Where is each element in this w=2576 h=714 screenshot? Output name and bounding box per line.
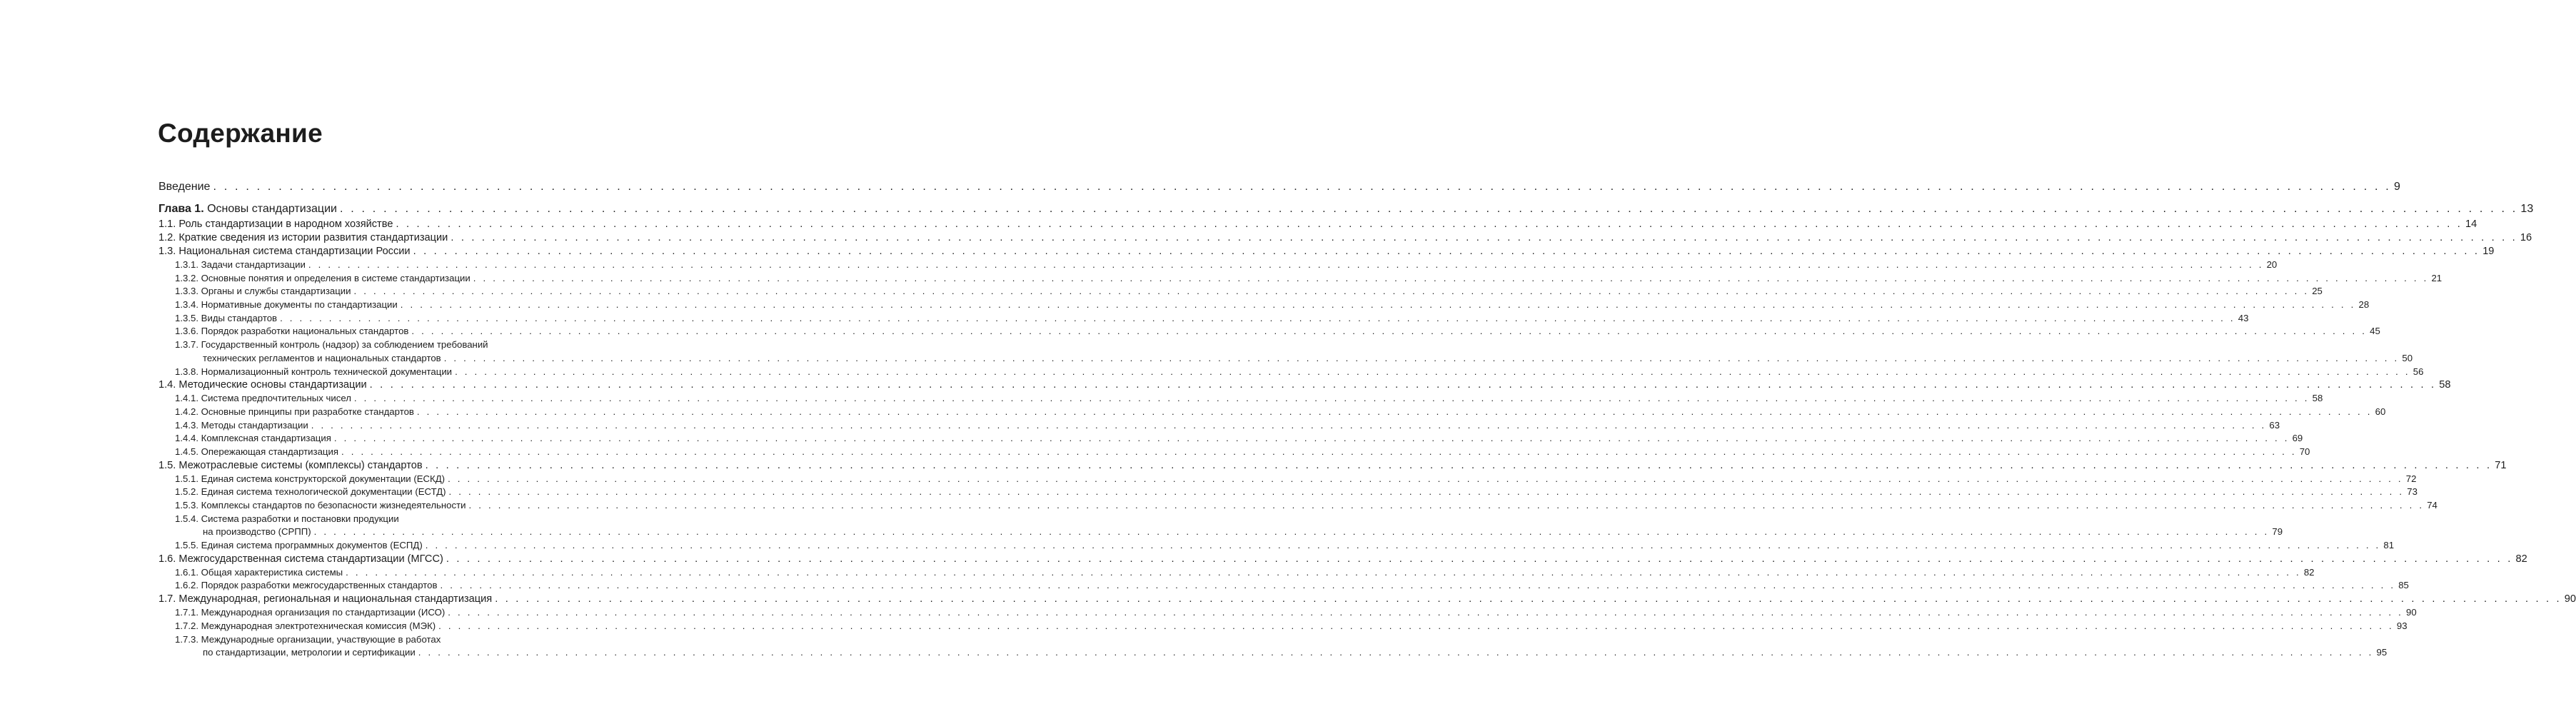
toc-page-number: 82 [2515,553,2527,565]
dot-leader: . . . . . . . . . . . . . . . . . . . . . . . . . . . . . . . . . . . . . . . . . . . . . . . . . . . . . . . . . . . . . . . . . . . . . . . . . . . . . . . . . . . . . . . . . . . . . . . . . . . . . . . . . . . . . . . . . . . . . . . . . . . . . . . . . . . . . . . . . . . . . . . . . . . . . . . . . . . . . . . . . . . . . . . . . . . . . . . . . . . . . . . . . . . . . . . . . . . . . . . . [455,366,2410,377]
toc-entry-text: 1.4.5. Опережающая стандартизация [175,446,338,457]
toc-entry[interactable] [159,419,2280,433]
table-of-contents [159,181,2576,660]
toc-entry-title [175,567,343,578]
toc-entry-title [175,393,351,403]
dot-leader: . . . . . . . . . . . . . . . . . . . . . . . . . . . . . . . . . . . . . . . . . . . . . . . . . . . . . . . . . . . . . . . . . . . . . . . . . . . . . . . . . . . . . . . . . . . . . . . . . . . . . . . . . . . . . . . . . . . . . . . . . . . . . . . . . . . . . . . . . . . . . . . . . . . . . . . . . . . . . . . . . . . . . . . . . . . . . . . . . . . . . . . . . . . . . . . . . . . . . . . . [411,326,2368,337]
toc-entry-text: Основы стандартизации [207,203,337,215]
dot-leader: . . . . . . . . . . . . . . . . . . . . . . . . . . . . . . . . . . . . . . . . . . . . . . . . . . . . . . . . . . . . . . . . . . . . . . . . . . . . . . . . . . . . . . . . . . . . . . . . . . . . . . . . . . . . . . . . . . . . . . . . . . . . . . . . . . . . . . . . . . . . . . . . . . . . . . . . . . . . . . . . . . . . . . . . . . . . . . . . . . . . . . . . . . . . . . . . . . . . . . . . [425,540,2381,551]
dot-leader: . . . . . . . . . . . . . . . . . . . . . . . . . . . . . . . . . . . . . . . . . . . . . . . . . . . . . . . . . . . . . . . . . . . . . . . . . . . . . . . . . . . . . . . . . . . . . . . . . . . . . . . . . . . . . . . . . . . . . . . . . . . . . . . . . . . . . . . . . . . . . . . . . . . . . . . . . . . . . . . . . . . . . . . . . . . . . . . . . . . . . . . . . . . . . . . . . . . . . . . . [451,232,2517,243]
toc-entry-text: 1.7.1. Международная организация по стандартизации (ИСО) [175,607,446,618]
toc-entry-text: технических регламентов и национальных стандартов [203,352,441,363]
toc-entry-line[interactable] [159,513,558,527]
dot-leader: . . . . . . . . . . . . . . . . . . . . . . . . . . . . . . . . . . . . . . . . . . . . . . . . . . . . . . . . . . . . . . . . . . . . . . . . . . . . . . . . . . . . . . . . . . . . . . . . . . . . . . . . . . . . . . . . . . . . . . . . . . . . . . . . . . . . . . . . . . . . . . . . . . . . . . . . . . . . . . . . . . . . . . . . . . . . . . . . . . . . . . . . . . . . . . . . . . . . . . . . [308,259,2264,270]
toc-entry[interactable] [159,620,2408,634]
toc-page-number: 56 [2413,366,2424,377]
toc-entry-title [203,353,441,363]
dot-leader: . . . . . . . . . . . . . . . . . . . . . . . . . . . . . . . . . . . . . . . . . . . . . . . . . . . . . . . . . . . . . . . . . . . . . . . . . . . . . . . . . . . . . . . . . . . . . . . . . . . . . . . . . . . . . . . . . . . . . . . . . . . . . . . . . . . . . . . . . . . . . . . . . . . . . . . . . . . . . . . . . . . . . . . . . . . . . . . . . . . . . . . . . . . . . . . . . . . . . . . . [448,607,2403,618]
toc-page-number: 74 [2427,500,2437,511]
toc-entry[interactable] [159,299,2370,313]
toc-entry[interactable] [159,232,2532,246]
chapter-label: Глава 1. [159,203,204,215]
dot-leader: . . . . . . . . . . . . . . . . . . . . . . . . . . . . . . . . . . . . . . . . . . . . . . . . . . . . . . . . . . . . . . . . . . . . . . . . . . . . . . . . . . . . . . . . . . . . . . . . . . . . . . . . . . . . . . . . . . . . . . . . . . . . . . . . . . . . . . . . . . . . . . . . . . . . . . . . . . . . . . . . . . . . . . . . . . . . . . . . . . . . . . . . . . . . . . . . . . . . . . . . [346,566,2301,578]
page-title: Содержание [158,119,323,148]
toc-entry-text: 1.2. Краткие сведения из истории развития стандартизации [159,232,448,243]
dot-leader: . . . . . . . . . . . . . . . . . . . . . . . . . . . . . . . . . . . . . . . . . . . . . . . . . . . . . . . . . . . . . . . . . . . . . . . . . . . . . . . . . . . . . . . . . . . . . . . . . . . . . . . . . . . . . . . . . . . . . . . . . . . . . . . . . . . . . . . . . . . . . . . . . . . . . . . . . . . . . . . . . . . . . . . . . . . . . . . . . . . . . . . . . . . . . . . . . . . . . . . . [213,181,2391,193]
toc-entry[interactable] [159,566,2315,580]
toc-entry-title [159,379,367,391]
toc-entry[interactable] [159,246,2495,259]
toc-entry-title [159,181,210,193]
toc-entry[interactable] [159,218,2477,232]
dot-leader: . . . . . . . . . . . . . . . . . . . . . . . . . . . . . . . . . . . . . . . . . . . . . . . . . . . . . . . . . . . . . . . . . . . . . . . . . . . . . . . . . . . . . . . . . . . . . . . . . . . . . . . . . . . . . . . . . . . . . . . . . . . . . . . . . . . . . . . . . . . . . . . . . . . . . . . . . . . . . . . . . . . . . . . . . . . . . . . . . . . . . . . . . . . . . . . . . . . . . . . . [413,246,2480,257]
dot-leader: . . . . . . . . . . . . . . . . . . . . . . . . . . . . . . . . . . . . . . . . . . . . . . . . . . . . . . . . . . . . . . . . . . . . . . . . . . . . . . . . . . . . . . . . . . . . . . . . . . . . . . . . . . . . . . . . . . . . . . . . . . . . . . . . . . . . . . . . . . . . . . . . . . . . . . . . . . . . . . . . . . . . . . . . . . . . . . . . . . . . . . . . . . . . . . . . . . . . . . . . [443,352,2400,363]
toc-entry-title [175,273,471,283]
toc-entry-title [159,246,411,257]
toc-entry-title [175,326,408,336]
dot-leader: . . . . . . . . . . . . . . . . . . . . . . . . . . . . . . . . . . . . . . . . . . . . . . . . . . . . . . . . . . . . . . . . . . . . . . . . . . . . . . . . . . . . . . . . . . . . . . . . . . . . . . . . . . . . . . . . . . . . . . . . . . . . . . . . . . . . . . . . . . . . . . . . . . . . . . . . . . . . . . . . . . . . . . . . . . . . . . . . . . . . . . . . . . . . . . . . . . . . . . . . [311,419,2267,431]
toc-page-number: 50 [2402,352,2413,363]
toc-entry[interactable] [159,526,2283,540]
toc-entry-title: 1.5.4. Система разработки и постановки продукции [175,513,399,524]
toc-entry-title [175,366,452,377]
toc-entry[interactable] [159,203,2534,217]
toc-entry-text: 1.3. Национальная система стандартизации России [159,246,411,257]
toc-entry[interactable] [159,446,2310,460]
toc-entry-text: 1.6. Межгосударственная система стандартизации (МГСС) [159,553,443,565]
toc-entry[interactable] [159,352,2413,366]
toc-entry-title [175,420,308,431]
toc-entry[interactable] [159,459,2507,473]
toc-entry-text: 1.4.3. Методы стандартизации [175,419,308,431]
toc-page-number: 72 [2405,473,2417,484]
toc-entry-title [203,526,311,537]
toc-page-number: 21 [2431,272,2442,283]
dot-leader: . . . . . . . . . . . . . . . . . . . . . . . . . . . . . . . . . . . . . . . . . . . . . . . . . . . . . . . . . . . . . . . . . . . . . . . . . . . . . . . . . . . . . . . . . . . . . . . . . . . . . . . . . . . . . . . . . . . . . . . . . . . . . . . . . . . . . . . . . . . . . . . . . . . . . . . . . . . . . . . . . . . . . . . . . . . . . . . . . . . . . . . . . . . . . . . . . . . . . . . . [495,593,2562,605]
toc-entry[interactable] [159,433,2303,446]
toc-page-number: 43 [2238,312,2249,323]
toc-entry-title [175,473,445,484]
toc-entry-text: 1.4.4. Комплексная стандартизация [175,433,331,444]
toc-entry-text: 1.3.3. Органы и службы стандартизации [175,286,351,297]
toc-entry-text: 1.3.5. Виды стандартов [175,312,278,323]
toc-page-number: 90 [2406,607,2417,618]
dot-leader: . . . . . . . . . . . . . . . . . . . . . . . . . . . . . . . . . . . . . . . . . . . . . . . . . . . . . . . . . . . . . . . . . . . . . . . . . . . . . . . . . . . . . . . . . . . . . . . . . . . . . . . . . . . . . . . . . . . . . . . . . . . . . . . . . . . . . . . . . . . . . . . . . . . . . . . . . . . . . . . . . . . . . . . . . . . . . . . . . . . . . . . . . . . . . . . . . . . . . . . . [400,299,2356,311]
toc-entry-title [159,232,448,243]
dot-leader: . . . . . . . . . . . . . . . . . . . . . . . . . . . . . . . . . . . . . . . . . . . . . . . . . . . . . . . . . . . . . . . . . . . . . . . . . . . . . . . . . . . . . . . . . . . . . . . . . . . . . . . . . . . . . . . . . . . . . . . . . . . . . . . . . . . . . . . . . . . . . . . . . . . . . . . . . . . . . . . . . . . . . . . . . . . . . . . . . . . . . . . . . . . . . . . . . . . . . . . . [353,393,2310,404]
toc-page-number: 60 [2375,406,2386,417]
toc-entry-title [159,593,492,605]
toc-entry-title [175,580,438,590]
toc-page-number: 70 [2299,446,2310,457]
toc-entry-title [159,460,423,471]
toc-entry-text: 1.1. Роль стандартизации в народном хозяйстве [159,218,393,230]
toc-page-number: 9 [2393,181,2400,193]
toc-entry-title [159,203,337,216]
toc-page-number: 73 [2407,486,2417,498]
toc-entry-title [175,607,445,618]
toc-entry[interactable] [159,540,2395,553]
toc-entry[interactable] [159,473,2417,487]
toc-entry-title [175,620,436,631]
toc-entry-title [175,433,331,443]
toc-page-number: 85 [2398,580,2409,591]
toc-entry[interactable] [159,553,2527,567]
toc-entry[interactable] [159,406,2386,420]
toc-entry[interactable] [159,181,2400,195]
dot-leader: . . . . . . . . . . . . . . . . . . . . . . . . . . . . . . . . . . . . . . . . . . . . . . . . . . . . . . . . . . . . . . . . . . . . . . . . . . . . . . . . . . . . . . . . . . . . . . . . . . . . . . . . . . . . . . . . . . . . . . . . . . . . . . . . . . . . . . . . . . . . . . . . . . . . . . . . . . . . . . . . . . . . . . . . . . . . . . . . . . . . . . . . . . . . . . . . . . . . . . . . [473,272,2429,283]
toc-entry-title [175,259,306,270]
toc-entry-text: 1.3.6. Порядок разработки национальных стандартов [175,326,409,337]
dot-leader: . . . . . . . . . . . . . . . . . . . . . . . . . . . . . . . . . . . . . . . . . . . . . . . . . . . . . . . . . . . . . . . . . . . . . . . . . . . . . . . . . . . . . . . . . . . . . . . . . . . . . . . . . . . . . . . . . . . . . . . . . . . . . . . . . . . . . . . . . . . . . . . . . . . . . . . . . . . . . . . . . . . . . . . . . . . . . . . . . . . . . . . . . . . . . . . . . . . . . . . . [468,500,2425,511]
toc-page-number: 79 [2272,526,2283,538]
toc-entry-text: Введение [159,181,211,193]
toc-entry[interactable] [159,366,2424,380]
toc-page-number: 13 [2520,203,2534,215]
toc-entry-title [175,299,398,310]
toc-entry-title: 1.7.3. Международные организации, участвующие в работах [175,633,441,645]
dot-leader: . . . . . . . . . . . . . . . . . . . . . . . . . . . . . . . . . . . . . . . . . . . . . . . . . . . . . . . . . . . . . . . . . . . . . . . . . . . . . . . . . . . . . . . . . . . . . . . . . . . . . . . . . . . . . . . . . . . . . . . . . . . . . . . . . . . . . . . . . . . . . . . . . . . . . . . . . . . . . . . . . . . . . . . . . . . . . . . . . . . . . . . . . . . . . . . . . . . . . . . . [446,553,2513,565]
toc-entry[interactable] [159,379,2451,393]
toc-entry-title [203,647,416,658]
toc-page-number: 69 [2292,433,2303,444]
toc-entry-text: 1.3.8. Нормализационный контроль технической документации [175,366,453,377]
toc-entry-text: 1.4.2. Основные принципы при разработке стандартов [175,406,414,417]
toc-entry-text: 1.4. Методические основы стандартизации [159,379,367,391]
toc-entry[interactable] [159,500,2437,513]
toc-page-number: 28 [2358,299,2370,311]
dot-leader: . . . . . . . . . . . . . . . . . . . . . . . . . . . . . . . . . . . . . . . . . . . . . . . . . . . . . . . . . . . . . . . . . . . . . . . . . . . . . . . . . . . . . . . . . . . . . . . . . . . . . . . . . . . . . . . . . . . . . . . . . . . . . . . . . . . . . . . . . . . . . . . . . . . . . . . . . . . . . . . . . . . . . . . . . . . . . . . . . . . . . . . . . . . . . . . . . . . . . . . . [418,647,2374,658]
dot-leader: . . . . . . . . . . . . . . . . . . . . . . . . . . . . . . . . . . . . . . . . . . . . . . . . . . . . . . . . . . . . . . . . . . . . . . . . . . . . . . . . . . . . . . . . . . . . . . . . . . . . . . . . . . . . . . . . . . . . . . . . . . . . . . . . . . . . . . . . . . . . . . . . . . . . . . . . . . . . . . . . . . . . . . . . . . . . . . . . . . . . . . . . . . . . . . . . . . . . . . . . [396,218,2463,230]
toc-entry-title [175,486,446,497]
toc-entry-text: 1.5.5. Единая система программных документов (ЕСПД) [175,540,423,551]
toc-entry-text: 1.6.1. Общая характеристика системы [175,566,343,578]
toc-entry-text: 1.5.2. Единая система технологической документации (ЕСТД) [175,486,446,498]
toc-page-number: 95 [2376,647,2388,658]
toc-entry-text: по стандартизации, метрологии и сертификации [203,647,416,658]
dot-leader: . . . . . . . . . . . . . . . . . . . . . . . . . . . . . . . . . . . . . . . . . . . . . . . . . . . . . . . . . . . . . . . . . . . . . . . . . . . . . . . . . . . . . . . . . . . . . . . . . . . . . . . . . . . . . . . . . . . . . . . . . . . . . . . . . . . . . . . . . . . . . . . . . . . . . . . . . . . . . . . . . . . . . . . . . . . . . . . . . . . . . . . . . . . . . . . . . . . . . . . . [313,526,2270,538]
toc-page-number: 63 [2269,419,2280,431]
toc-page-number: 25 [2312,286,2323,297]
toc-entry-text: 1.5.3. Комплексы стандартов по безопасности жизнедеятельности [175,500,466,511]
dot-leader: . . . . . . . . . . . . . . . . . . . . . . . . . . . . . . . . . . . . . . . . . . . . . . . . . . . . . . . . . . . . . . . . . . . . . . . . . . . . . . . . . . . . . . . . . . . . . . . . . . . . . . . . . . . . . . . . . . . . . . . . . . . . . . . . . . . . . . . . . . . . . . . . . . . . . . . . . . . . . . . . . . . . . . . . . . . . . . . . . . . . . . . . . . . . . . . . . . . . . . . . [438,620,2394,631]
toc-entry[interactable] [159,326,2380,339]
toc-entry-title [175,540,423,550]
toc-entry-text: 1.5.1. Единая система конструкторской документации (ЕСКД) [175,473,446,484]
toc-page-number: 82 [2303,566,2315,578]
toc-entry-title [175,446,338,457]
dot-leader: . . . . . . . . . . . . . . . . . . . . . . . . . . . . . . . . . . . . . . . . . . . . . . . . . . . . . . . . . . . . . . . . . . . . . . . . . . . . . . . . . . . . . . . . . . . . . . . . . . . . . . . . . . . . . . . . . . . . . . . . . . . . . . . . . . . . . . . . . . . . . . . . . . . . . . . . . . . . . . . . . . . . . . . . . . . . . . . . . . . . . . . . . . . . . . . . . . . . . . . . [333,433,2290,444]
toc-entry-text: 1.3.1. Задачи стандартизации [175,259,306,270]
toc-entry-title [175,500,466,511]
toc-entry[interactable] [159,607,2417,620]
toc-entry-title [159,553,443,565]
toc-entry-title [159,218,393,230]
toc-entry-title [175,406,414,417]
dot-leader: . . . . . . . . . . . . . . . . . . . . . . . . . . . . . . . . . . . . . . . . . . . . . . . . . . . . . . . . . . . . . . . . . . . . . . . . . . . . . . . . . . . . . . . . . . . . . . . . . . . . . . . . . . . . . . . . . . . . . . . . . . . . . . . . . . . . . . . . . . . . . . . . . . . . . . . . . . . . . . . . . . . . . . . . . . . . . . . . . . . . . . . . . . . . . . . . . . . . . . . . [341,446,2297,457]
toc-entry-line[interactable] [159,634,558,648]
toc-entry[interactable] [159,312,2249,326]
toc-entry-text: 1.7.2. Международная электротехническая комиссия (МЭК) [175,620,436,631]
toc-entry-text: на производство (СРПП) [203,526,311,538]
dot-leader: . . . . . . . . . . . . . . . . . . . . . . . . . . . . . . . . . . . . . . . . . . . . . . . . . . . . . . . . . . . . . . . . . . . . . . . . . . . . . . . . . . . . . . . . . . . . . . . . . . . . . . . . . . . . . . . . . . . . . . . . . . . . . . . . . . . . . . . . . . . . . . . . . . . . . . . . . . . . . . . . . . . . . . . . . . . . . . . . . . . . . . . . . . . . . . . . . . . . . . . . [425,459,2492,471]
toc-entry[interactable] [159,647,2388,660]
toc-entry-title: 1.3.7. Государственный контроль (надзор) за соблюдением требований [175,339,488,351]
toc-entry[interactable] [159,580,2409,593]
toc-entry[interactable] [159,272,2442,286]
toc-entry[interactable] [159,393,2323,406]
dot-leader: . . . . . . . . . . . . . . . . . . . . . . . . . . . . . . . . . . . . . . . . . . . . . . . . . . . . . . . . . . . . . . . . . . . . . . . . . . . . . . . . . . . . . . . . . . . . . . . . . . . . . . . . . . . . . . . . . . . . . . . . . . . . . . . . . . . . . . . . . . . . . . . . . . . . . . . . . . . . . . . . . . . . . . . . . . . . . . . . . . . . . . . . . . . . . . . . . . . . . . . . [353,286,2310,297]
toc-entry-title [175,286,351,296]
dot-leader: . . . . . . . . . . . . . . . . . . . . . . . . . . . . . . . . . . . . . . . . . . . . . . . . . . . . . . . . . . . . . . . . . . . . . . . . . . . . . . . . . . . . . . . . . . . . . . . . . . . . . . . . . . . . . . . . . . . . . . . . . . . . . . . . . . . . . . . . . . . . . . . . . . . . . . . . . . . . . . . . . . . . . . . . . . . . . . . . . . . . . . . . . . . . . . . . . . . . . . . . [280,312,2235,323]
toc-page-number: 93 [2396,620,2408,631]
dot-leader: . . . . . . . . . . . . . . . . . . . . . . . . . . . . . . . . . . . . . . . . . . . . . . . . . . . . . . . . . . . . . . . . . . . . . . . . . . . . . . . . . . . . . . . . . . . . . . . . . . . . . . . . . . . . . . . . . . . . . . . . . . . . . . . . . . . . . . . . . . . . . . . . . . . . . . . . . . . . . . . . . . . . . . . . . . . . . . . . . . . . . . . . . . . . . . . . . . . . . . . . [369,379,2437,391]
toc-page-number: 16 [2520,232,2532,243]
toc-entry-text: 1.3.4. Нормативные документы по стандартизации [175,299,398,311]
toc-entry[interactable] [159,486,2417,500]
toc-entry[interactable] [159,593,2576,607]
toc-entry-text: 1.3.2. Основные понятия и определения в системе стандартизации [175,272,471,283]
dot-leader: . . . . . . . . . . . . . . . . . . . . . . . . . . . . . . . . . . . . . . . . . . . . . . . . . . . . . . . . . . . . . . . . . . . . . . . . . . . . . . . . . . . . . . . . . . . . . . . . . . . . . . . . . . . . . . . . . . . . . . . . . . . . . . . . . . . . . . . . . . . . . . . . . . . . . . . . . . . . . . . . . . . . . . . . . . . . . . . . . . . . . . . . . . . . . . . . . . . . . . . . [448,473,2403,484]
toc-entry[interactable] [159,286,2323,299]
toc-page-number: 20 [2266,259,2278,270]
dot-leader: . . . . . . . . . . . . . . . . . . . . . . . . . . . . . . . . . . . . . . . . . . . . . . . . . . . . . . . . . . . . . . . . . . . . . . . . . . . . . . . . . . . . . . . . . . . . . . . . . . . . . . . . . . . . . . . . . . . . . . . . . . . . . . . . . . . . . . . . . . . . . . . . . . . . . . . . . . . . . . . . . . . . . . . . . . . . . . . . . . . . . . . . . . . . . . . . . . . . . . . . [448,486,2405,498]
toc-entry[interactable] [159,259,2278,273]
toc-page-number: 90 [2564,593,2576,605]
toc-page-number: 45 [2370,326,2380,337]
toc-page-number: 58 [2439,379,2451,391]
dot-leader: . . . . . . . . . . . . . . . . . . . . . . . . . . . . . . . . . . . . . . . . . . . . . . . . . . . . . . . . . . . . . . . . . . . . . . . . . . . . . . . . . . . . . . . . . . . . . . . . . . . . . . . . . . . . . . . . . . . . . . . . . . . . . . . . . . . . . . . . . . . . . . . . . . . . . . . . . . . . . . . . . . . . . . . . . . . . . . . . . . . . . . . . . . . . . . . . . . . . . . . . [416,406,2373,417]
toc-entry-text: 1.5. Межотраслевые системы (комплексы) стандартов [159,459,423,471]
toc-entry-title [175,313,277,323]
toc-page-number: 14 [2465,218,2477,230]
toc-page-number: 19 [2482,246,2495,257]
toc-page-number: 71 [2495,459,2507,471]
toc-page-number: 58 [2312,393,2323,404]
toc-entry-text: 1.6.2. Порядок разработки межгосударственных стандартов [175,580,438,591]
dot-leader: . . . . . . . . . . . . . . . . . . . . . . . . . . . . . . . . . . . . . . . . . . . . . . . . . . . . . . . . . . . . . . . . . . . . . . . . . . . . . . . . . . . . . . . . . . . . . . . . . . . . . . . . . . . . . . . . . . . . . . . . . . . . . . . . . . . . . . . . . . . . . . . . . . . . . . . . . . . . . . . . . . . . . . . . . . . . . . . . . . . . . . . . . . . . . . . . . . . . . . . . [339,203,2518,215]
toc-page-number: 81 [2383,540,2395,551]
toc-entry-text: 1.7. Международная, региональная и национальная стандартизация [159,593,493,605]
dot-leader: . . . . . . . . . . . . . . . . . . . . . . . . . . . . . . . . . . . . . . . . . . . . . . . . . . . . . . . . . . . . . . . . . . . . . . . . . . . . . . . . . . . . . . . . . . . . . . . . . . . . . . . . . . . . . . . . . . . . . . . . . . . . . . . . . . . . . . . . . . . . . . . . . . . . . . . . . . . . . . . . . . . . . . . . . . . . . . . . . . . . . . . . . . . . . . . . . . . . . . . . [440,580,2396,591]
toc-entry-line[interactable] [159,339,558,353]
toc-entry-text: 1.4.1. Система предпочтительных чисел [175,393,351,404]
